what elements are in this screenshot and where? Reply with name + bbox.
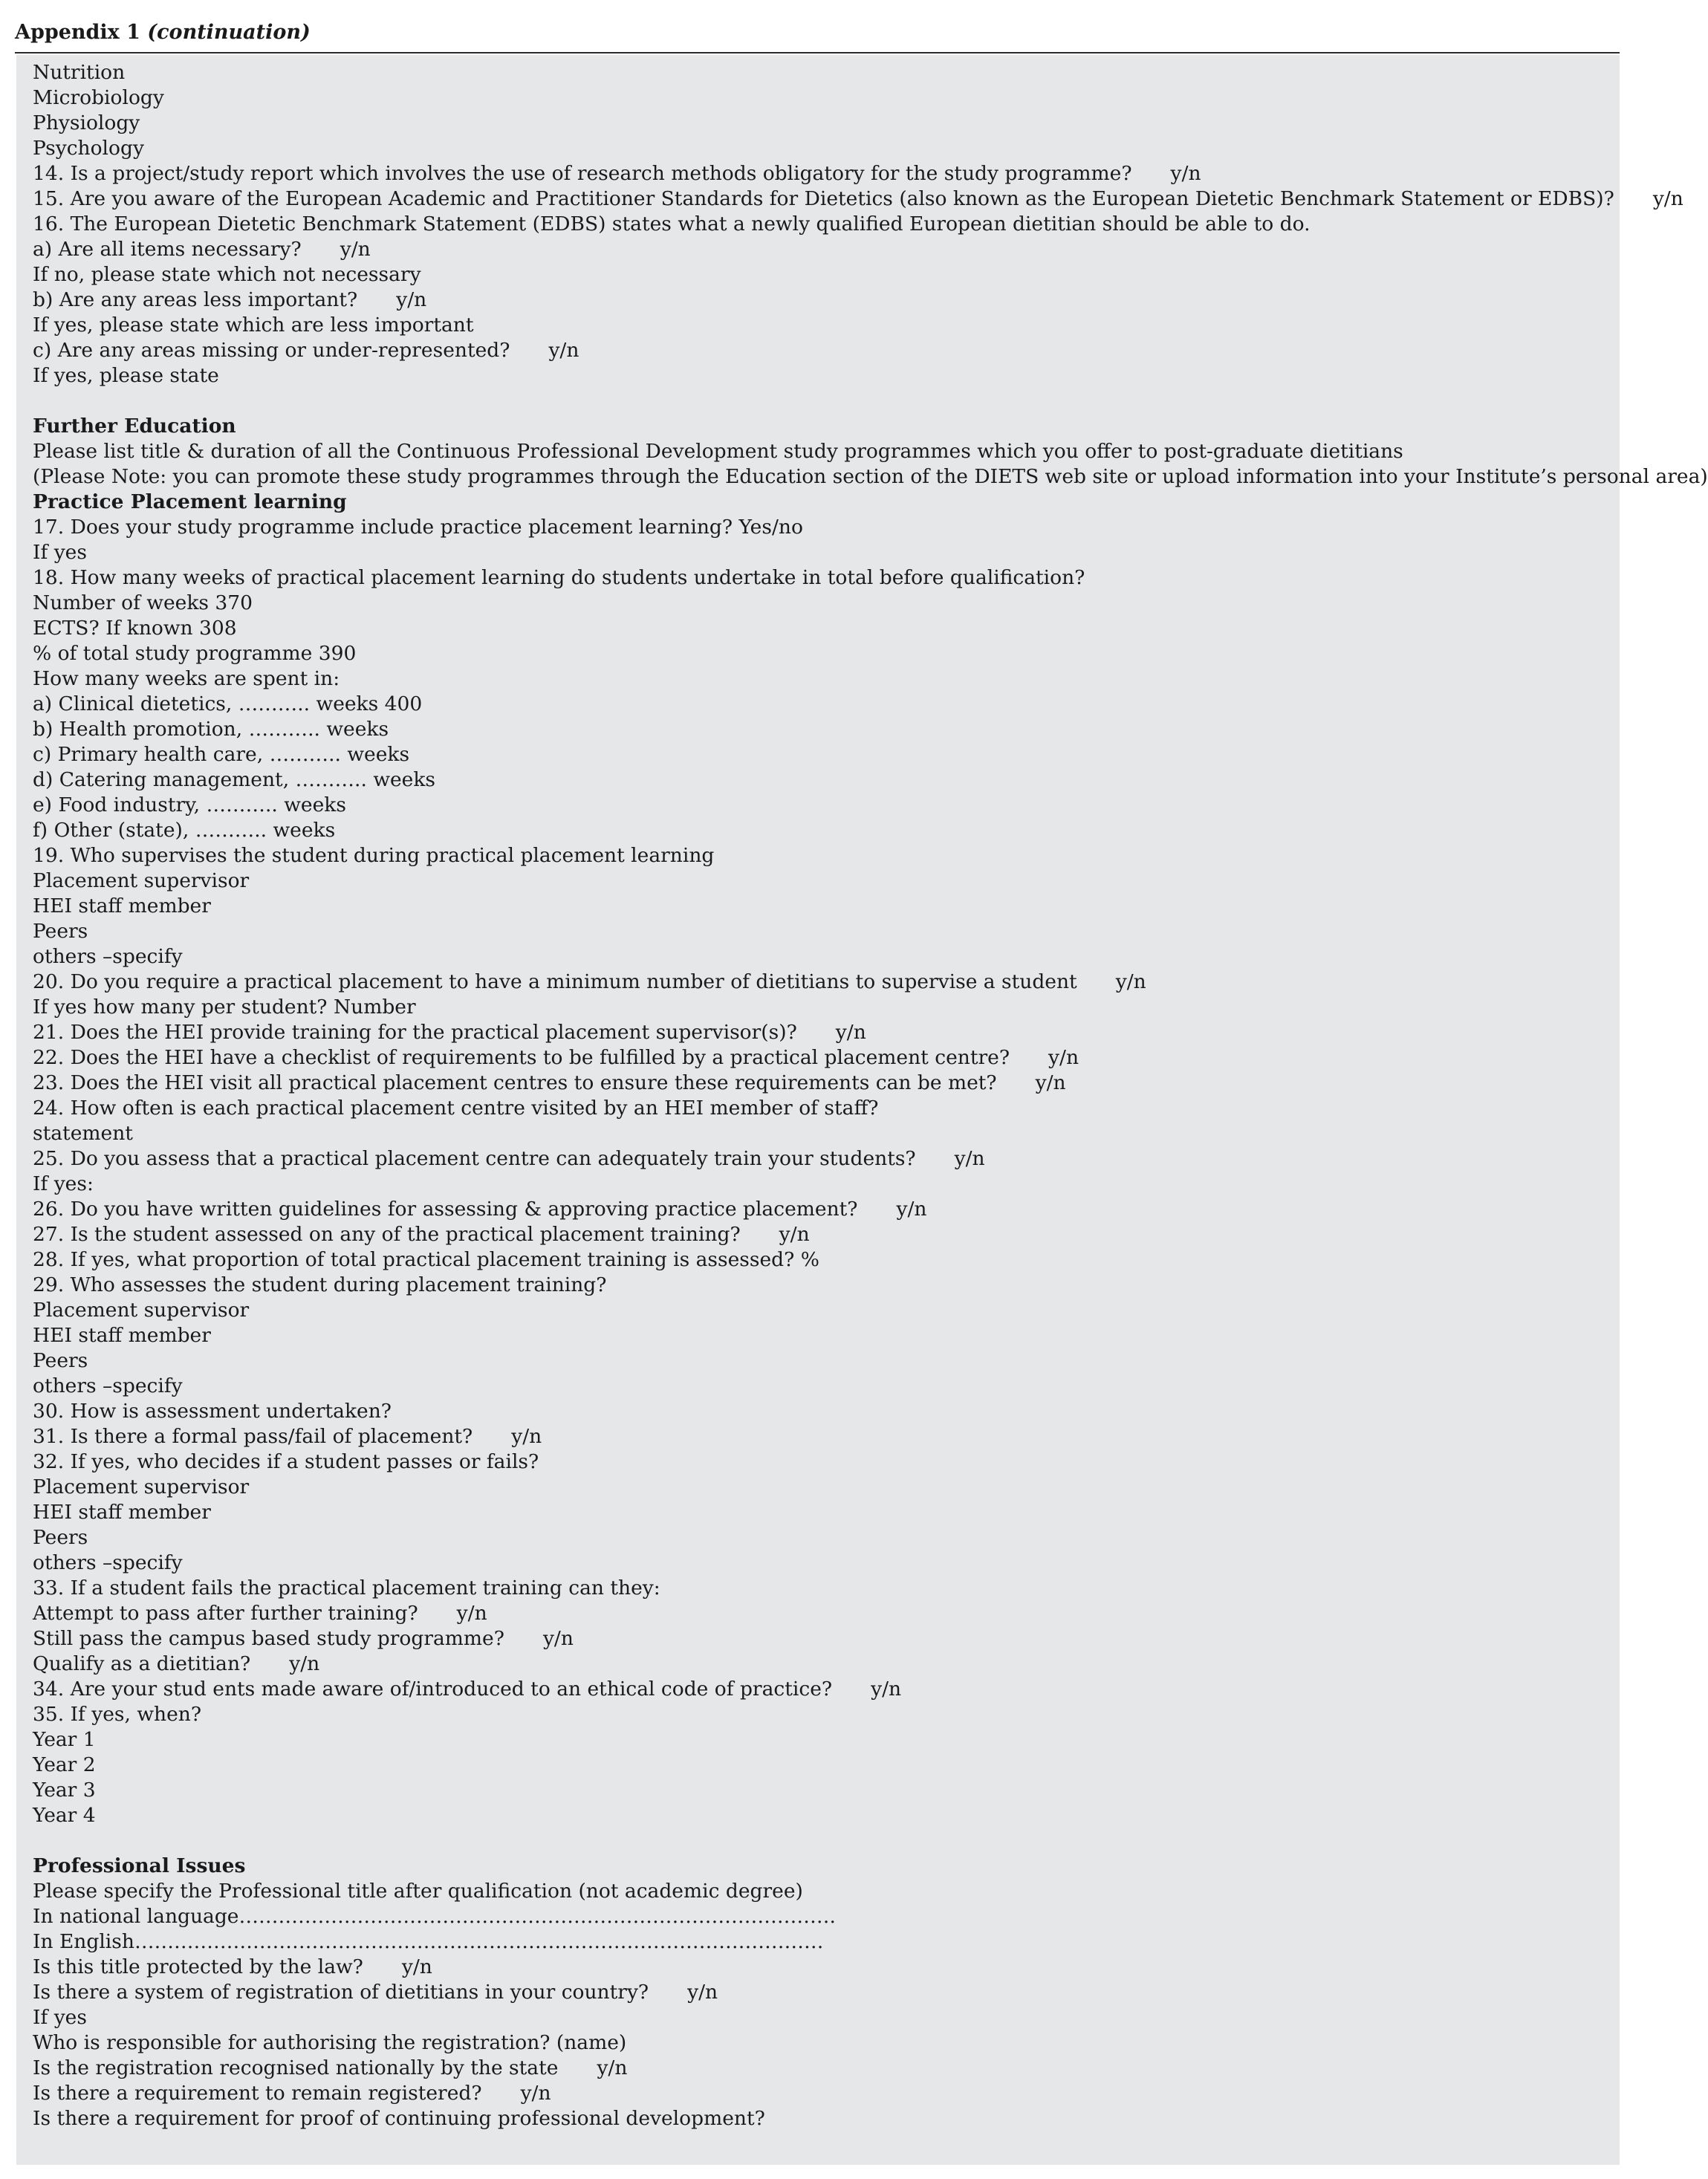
line-text: HEI staff member bbox=[33, 1501, 211, 1524]
line-text: Professional Issues bbox=[33, 1854, 246, 1877]
questionnaire-line bbox=[33, 262, 1608, 288]
line-text: 22. Does the HEI have a checklist of requirements to be fulfilled by a practical placement centre? bbox=[33, 1046, 1010, 1069]
questionnaire-line bbox=[33, 2106, 1608, 2131]
questionnaire-line bbox=[33, 1273, 1608, 1298]
questionnaire-line bbox=[33, 136, 1608, 161]
questionnaire-line bbox=[33, 338, 1608, 363]
line-text: Is there a system of registration of dietitians in your country? bbox=[33, 1981, 649, 2004]
yes-no-option: y/n bbox=[289, 1652, 320, 1675]
line-text: ECTS? If known 308 bbox=[33, 617, 237, 640]
line-text: Year 3 bbox=[33, 1779, 96, 1802]
line-text: Please specify the Professional title after qualification (not academic degree) bbox=[33, 1880, 803, 1903]
yes-no-option: y/n bbox=[779, 1223, 810, 1246]
yes-no-option: y/n bbox=[456, 1602, 487, 1625]
line-text: others –specify bbox=[33, 1551, 183, 1574]
line-text: 27. Is the student assessed on any of the practical placement training? bbox=[33, 1223, 741, 1246]
questionnaire-line bbox=[33, 439, 1608, 464]
page-heading bbox=[15, 18, 311, 48]
yes-no-option: y/n bbox=[511, 1425, 542, 1448]
questionnaire-line bbox=[33, 1803, 1608, 1828]
yes-no-option: y/n bbox=[597, 2056, 628, 2079]
line-text: Year 2 bbox=[33, 1753, 96, 1776]
yes-no-option: y/n bbox=[835, 1021, 866, 1044]
questionnaire-line bbox=[33, 1222, 1608, 1247]
yes-no-option: y/n bbox=[1035, 1071, 1066, 1094]
questionnaire-line bbox=[33, 1955, 1608, 1980]
section-heading bbox=[33, 414, 1608, 439]
questionnaire-line bbox=[33, 616, 1608, 641]
questionnaire-line bbox=[33, 363, 1608, 389]
questionnaire-line bbox=[33, 1500, 1608, 1525]
questionnaire-line bbox=[33, 186, 1683, 212]
line-text: Who is responsible for authorising the registration? (name) bbox=[33, 2031, 627, 2054]
questionnaire-line bbox=[33, 2056, 1608, 2081]
line-text: Placement supervisor bbox=[33, 1475, 250, 1498]
line-text: 15. Are you aware of the European Academic and Practitioner Standards for Dietetics (also known as the European Dietetic Benchmark Statement or EDBS)? bbox=[33, 187, 1614, 210]
line-text: If yes, please state bbox=[33, 364, 219, 387]
questionnaire-line bbox=[33, 313, 1608, 338]
questionnaire-line bbox=[33, 1121, 1608, 1146]
line-text: How many weeks are spent in: bbox=[33, 667, 340, 690]
line-text: c) Primary health care, ……….. weeks bbox=[33, 743, 410, 766]
line-text: b) Health promotion, ……….. weeks bbox=[33, 718, 389, 741]
questionnaire-line bbox=[33, 742, 1608, 767]
line-text: Nutrition bbox=[33, 61, 126, 84]
section-heading bbox=[33, 490, 1608, 515]
questionnaire-line bbox=[33, 1374, 1608, 1399]
questionnaire-line bbox=[33, 1475, 1608, 1500]
questionnaire-line bbox=[33, 111, 1608, 136]
line-text: Placement supervisor bbox=[33, 869, 250, 892]
questionnaire-line bbox=[33, 2081, 1608, 2106]
line-text: Peers bbox=[33, 1349, 88, 1372]
questionnaire-line bbox=[33, 692, 1608, 717]
questionnaire-line bbox=[33, 919, 1608, 944]
line-text: In English…………………………………………………………………………………………… bbox=[33, 1930, 824, 1953]
questionnaire-line bbox=[33, 85, 1608, 111]
questionnaire-line bbox=[33, 515, 1608, 540]
yes-no-option: y/n bbox=[340, 238, 371, 261]
line-text: Peers bbox=[33, 920, 88, 943]
line-text: others –specify bbox=[33, 1374, 183, 1397]
yes-no-option: y/n bbox=[396, 288, 427, 311]
questionnaire-line bbox=[33, 1096, 1608, 1121]
line-text: 28. If yes, what proportion of total practical placement training is assessed? % bbox=[33, 1248, 819, 1271]
line-text: Still pass the campus based study programme? bbox=[33, 1627, 504, 1650]
questionnaire-line bbox=[33, 894, 1608, 919]
questionnaire-line bbox=[33, 1652, 1608, 1677]
line-text: If yes bbox=[33, 541, 87, 564]
line-text: d) Catering management, ……….. weeks bbox=[33, 768, 436, 791]
line-text: If yes bbox=[33, 2006, 87, 2029]
line-text: Is the registration recognised nationally by the state bbox=[33, 2056, 559, 2079]
line-text: 19. Who supervises the student during practical placement learning bbox=[33, 844, 715, 867]
questionnaire-line bbox=[33, 1045, 1608, 1071]
line-text: c) Are any areas missing or under-represented? bbox=[33, 339, 510, 362]
questionnaire-line bbox=[33, 1601, 1608, 1626]
questionnaire-line bbox=[33, 1626, 1608, 1652]
questionnaire-line bbox=[33, 1348, 1608, 1374]
questionnaire-line bbox=[33, 212, 1608, 237]
questionnaire-line bbox=[33, 1980, 1608, 2005]
questionnaire-line bbox=[33, 60, 1608, 85]
questionnaire-line bbox=[33, 995, 1608, 1020]
line-text: Please list title & duration of all the Continuous Professional Development study programmes which you offer to post-graduate dietitians bbox=[33, 440, 1403, 463]
yes-no-option: y/n bbox=[954, 1147, 985, 1170]
line-text: others –specify bbox=[33, 945, 183, 968]
questionnaire-line bbox=[33, 944, 1608, 970]
line-text: 16. The European Dietetic Benchmark Statement (EDBS) states what a newly qualified European dietitian should be able to do. bbox=[33, 212, 1311, 236]
line-text: If no, please state which not necessary bbox=[33, 263, 421, 286]
line-text: 17. Does your study programme include practice placement learning? Yes/no bbox=[33, 516, 803, 539]
questionnaire-line bbox=[33, 1197, 1608, 1222]
questionnaire-line bbox=[33, 2005, 1608, 2030]
line-text: Further Education bbox=[33, 415, 236, 438]
questionnaire-line bbox=[33, 793, 1608, 818]
questionnaire-line bbox=[33, 1071, 1608, 1096]
questionnaire-line bbox=[33, 1677, 1608, 1702]
line-text: If yes how many per student? Number bbox=[33, 996, 416, 1019]
questionnaire-line bbox=[33, 1449, 1608, 1475]
line-text: a) Clinical dietetics, ……….. weeks 400 bbox=[33, 692, 423, 715]
line-text: 34. Are your stud ents made aware of/introduced to an ethical code of practice? bbox=[33, 1678, 833, 1701]
line-text: Attempt to pass after further training? bbox=[33, 1602, 418, 1625]
yes-no-option: y/n bbox=[896, 1198, 927, 1221]
line-text: HEI staff member bbox=[33, 894, 211, 918]
line-text: 23. Does the HEI visit all practical placement centres to ensure these requirements can be met? bbox=[33, 1071, 997, 1094]
questionnaire-line bbox=[33, 591, 1608, 616]
line-text: 14. Is a project/study report which involves the use of research methods obligatory for the study programme? bbox=[33, 162, 1132, 185]
yes-no-option: y/n bbox=[542, 1627, 574, 1650]
line-text: a) Are all items necessary? bbox=[33, 238, 302, 261]
questionnaire-line bbox=[33, 288, 1608, 313]
questionnaire-line bbox=[33, 1727, 1608, 1753]
questionnaire-line bbox=[33, 818, 1608, 843]
questionnaire-line bbox=[33, 464, 1708, 490]
line-text: 30. How is assessment undertaken? bbox=[33, 1400, 392, 1423]
line-text: If yes, please state which are less important bbox=[33, 314, 474, 337]
line-text: 32. If yes, who decides if a student passes or fails? bbox=[33, 1450, 539, 1473]
line-text: Is there a requirement for proof of continuing professional development? bbox=[33, 2107, 765, 2130]
yes-no-option: y/n bbox=[1170, 162, 1201, 185]
questionnaire-line bbox=[33, 1323, 1608, 1348]
questionnaire-line bbox=[33, 1020, 1608, 1045]
questionnaire-line bbox=[33, 868, 1608, 894]
line-text: 31. Is there a formal pass/fail of placement? bbox=[33, 1425, 473, 1448]
appendix-title: Appendix 1 bbox=[15, 21, 140, 44]
line-text: Peers bbox=[33, 1526, 88, 1549]
yes-no-option: y/n bbox=[401, 1955, 432, 1978]
questionnaire-line bbox=[33, 1702, 1608, 1727]
line-text: 33. If a student fails the practical placement training can they: bbox=[33, 1576, 660, 1600]
questionnaire-line bbox=[33, 565, 1608, 591]
questionnaire-line bbox=[33, 1929, 1608, 1955]
line-text: statement bbox=[33, 1122, 133, 1145]
spacer bbox=[33, 389, 1608, 414]
yes-no-option: y/n bbox=[871, 1678, 902, 1701]
line-text: 18. How many weeks of practical placement learning do students undertake in total before qualification? bbox=[33, 566, 1085, 589]
line-text: Physiology bbox=[33, 111, 140, 134]
yes-no-option: y/n bbox=[520, 2082, 551, 2105]
line-text: Is this title protected by the law? bbox=[33, 1955, 363, 1978]
yes-no-option: y/n bbox=[548, 339, 579, 362]
questionnaire-line bbox=[33, 1298, 1608, 1323]
line-text: Qualify as a dietitian? bbox=[33, 1652, 251, 1675]
line-text: f) Other (state), ……….. weeks bbox=[33, 819, 336, 842]
line-text: Is there a requirement to remain registered? bbox=[33, 2082, 482, 2105]
yes-no-option: y/n bbox=[1115, 970, 1146, 993]
questionnaire-line bbox=[33, 970, 1608, 995]
questionnaire-line bbox=[33, 1550, 1608, 1576]
questionnaire-line bbox=[33, 2030, 1608, 2056]
line-text: Number of weeks 370 bbox=[33, 591, 253, 614]
questionnaire-line bbox=[33, 717, 1608, 742]
line-text: e) Food industry, ……….. weeks bbox=[33, 793, 346, 816]
yes-no-option: y/n bbox=[687, 1981, 718, 2004]
line-text: 24. How often is each practical placement centre visited by an HEI member of staff? bbox=[33, 1097, 879, 1120]
questionnaire-line bbox=[33, 1146, 1608, 1172]
questionnaire-line bbox=[33, 540, 1608, 565]
questionnaire-line bbox=[33, 1904, 1608, 1929]
line-text: If yes: bbox=[33, 1172, 94, 1195]
line-text: Placement supervisor bbox=[33, 1299, 250, 1322]
questionnaire-line bbox=[33, 1576, 1608, 1601]
questionnaire-line bbox=[33, 641, 1608, 666]
line-text: Practice Placement learning bbox=[33, 490, 347, 513]
questionnaire-line bbox=[33, 161, 1608, 186]
line-text: Year 1 bbox=[33, 1728, 96, 1751]
yes-no-option: y/n bbox=[1652, 187, 1683, 210]
line-text: 26. Do you have written guidelines for assessing & approving practice placement? bbox=[33, 1198, 858, 1221]
line-text: Microbiology bbox=[33, 86, 164, 109]
questionnaire-line bbox=[33, 1247, 1608, 1273]
questionnaire-line bbox=[33, 1424, 1608, 1449]
line-text: 20. Do you require a practical placement to have a minimum number of dietitians to supervise a student bbox=[33, 970, 1077, 993]
line-text: (Please Note: you can promote these study programmes through the Education section of the DIETS web site or upload information into your Institute’s personal area) bbox=[33, 465, 1708, 488]
line-text: % of total study programme 390 bbox=[33, 642, 357, 665]
yes-no-option: y/n bbox=[1048, 1046, 1079, 1069]
line-text: 25. Do you assess that a practical placement centre can adequately train your students? bbox=[33, 1147, 916, 1170]
questionnaire-line bbox=[33, 1879, 1608, 1904]
questionnaire-line bbox=[33, 1778, 1608, 1803]
line-text: 29. Who assesses the student during placement training? bbox=[33, 1273, 607, 1296]
continuation-label: (continuation) bbox=[147, 21, 311, 44]
section-heading bbox=[33, 1854, 1608, 1879]
questionnaire-line bbox=[33, 1753, 1608, 1778]
line-text: In national language………………………………………………………………………………. bbox=[33, 1905, 836, 1928]
questionnaire-line bbox=[33, 237, 1608, 262]
questionnaire-line bbox=[33, 1172, 1608, 1197]
line-text: Psychology bbox=[33, 137, 144, 160]
questionnaire-line bbox=[33, 843, 1608, 868]
line-text: b) Are any areas less important? bbox=[33, 288, 358, 311]
line-text: HEI staff member bbox=[33, 1324, 211, 1347]
spacer bbox=[33, 1828, 1608, 1854]
questionnaire-line bbox=[33, 767, 1608, 793]
questionnaire-line bbox=[33, 666, 1608, 692]
questionnaire-line bbox=[33, 1399, 1608, 1424]
heading-rule bbox=[15, 52, 1620, 53]
questionnaire-line bbox=[33, 1525, 1608, 1550]
line-text: 21. Does the HEI provide training for the practical placement supervisor(s)? bbox=[33, 1021, 797, 1044]
questionnaire-content bbox=[33, 60, 1708, 2131]
line-text: Year 4 bbox=[33, 1804, 96, 1827]
line-text: 35. If yes, when? bbox=[33, 1703, 202, 1726]
